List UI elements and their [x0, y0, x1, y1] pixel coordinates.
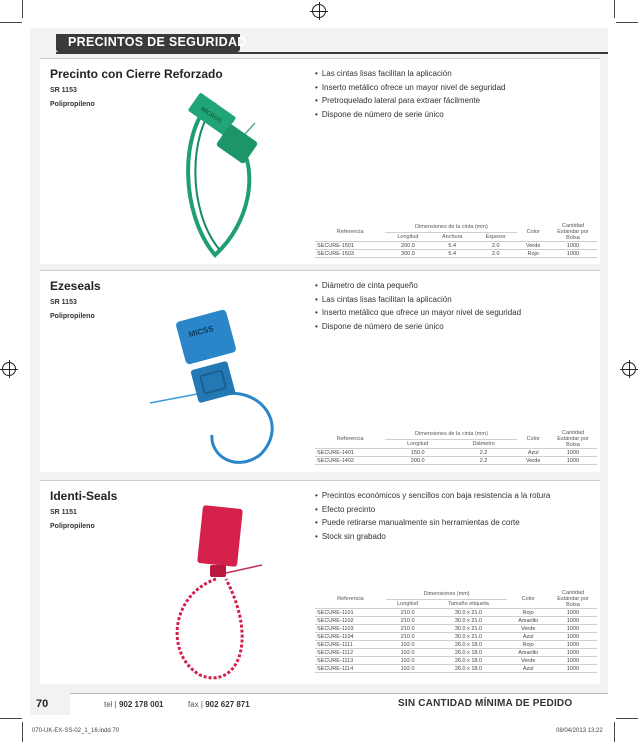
- product-code: SR 1151: [50, 509, 77, 516]
- cell-quantity: 1000: [549, 242, 597, 250]
- footer-tagline: SIN CANTIDAD MÍNIMA DE PEDIDO: [398, 698, 573, 709]
- table-row: [315, 449, 597, 457]
- phone-value: 902 178 001: [118, 700, 164, 709]
- cell-quantity: 1000: [549, 609, 597, 617]
- cell-quantity: 1000: [549, 657, 597, 665]
- cell-quantity: 1000: [549, 649, 597, 657]
- blue-seal-image: [140, 285, 290, 470]
- product-section-identi-seals: [40, 480, 600, 684]
- feature-item: • Dispone de número de serie único: [315, 108, 505, 122]
- phone-label: tel |: [104, 700, 117, 709]
- cell-length: 200.0: [385, 242, 430, 250]
- cell-quantity: 1000: [549, 457, 597, 465]
- cell-reference: SECURE-1101: [315, 609, 386, 617]
- product-code: SR 1153: [50, 299, 77, 306]
- cell-thickness: 2.0: [474, 242, 517, 250]
- col-header-reference: Referencia: [315, 590, 386, 609]
- cell-reference: SECURE-1111: [315, 641, 386, 649]
- product-material: Polipropileno: [50, 313, 95, 320]
- col-header-length: Longitud: [385, 232, 430, 241]
- feature-item: • Puede retirarse manualmente sin herramientas de corte: [315, 516, 550, 530]
- cell-length: 210.0: [386, 633, 430, 641]
- table-row: [315, 641, 597, 649]
- cell-reference: SECURE-1503: [315, 250, 385, 258]
- print-date: 08/04/2013 13:22: [556, 728, 603, 734]
- cell-reference: SECURE-1401: [315, 449, 385, 457]
- feature-item: • Dispone de número de serie único: [315, 320, 521, 334]
- cell-reference: SECURE-1112: [315, 649, 386, 657]
- cell-quantity: 1000: [549, 633, 597, 641]
- feature-item: • Las cintas lisas facilitan la aplicación: [315, 293, 521, 307]
- table-row: [315, 665, 597, 673]
- table-row: [315, 625, 597, 633]
- col-header-length: Longitud: [386, 599, 430, 608]
- feature-list: [315, 489, 550, 543]
- col-header-dimensions: Dimensiones de la cinta (mm): [385, 223, 517, 232]
- cell-length: 192.0: [386, 641, 430, 649]
- feature-list: [315, 279, 521, 333]
- spec-table: [315, 590, 597, 673]
- crop-mark: [616, 22, 638, 23]
- col-header-diameter: Diámetro: [450, 439, 518, 448]
- table-row: [315, 633, 597, 641]
- cell-color: Amarillo: [507, 649, 549, 657]
- cell-color: Rojo: [507, 641, 549, 649]
- cell-length: 300.0: [385, 250, 430, 258]
- crop-mark: [616, 718, 638, 719]
- cell-label-size: 30.0 x 21.0: [430, 617, 508, 625]
- cell-reference: SECURE-1501: [315, 242, 385, 250]
- col-header-reference: Referencia: [315, 430, 385, 449]
- cell-color: Amarillo: [507, 617, 549, 625]
- cell-quantity: 1000: [549, 625, 597, 633]
- crop-mark: [614, 722, 615, 742]
- table-row: [315, 609, 597, 617]
- cell-color: Azul: [507, 633, 549, 641]
- col-header-reference: Referencia: [315, 223, 385, 242]
- spec-table: [315, 223, 597, 258]
- col-header-quantity: Cantidad Estándar por Bolsa: [549, 223, 597, 242]
- cell-color: Verde: [517, 242, 549, 250]
- cell-label-size: 26.0 x 18.0: [430, 641, 508, 649]
- green-seal-image: [140, 73, 290, 258]
- product-section-ezeseals: [40, 270, 600, 472]
- cell-reference: SECURE-1114: [315, 665, 386, 673]
- table-row: [315, 657, 597, 665]
- table-row: [315, 457, 597, 465]
- red-seal-image: [140, 495, 290, 680]
- cell-quantity: 1000: [549, 617, 597, 625]
- cell-length: 192.0: [386, 649, 430, 657]
- cell-thickness: 2.0: [474, 250, 517, 258]
- product-title: Identi-Seals: [50, 489, 118, 503]
- crop-mark: [0, 718, 22, 719]
- table-row: [315, 617, 597, 625]
- cell-label-size: 26.0 x 18.0: [430, 649, 508, 657]
- page-title: PRECINTOS DE SEGURIDAD: [68, 35, 247, 49]
- cell-length: 210.0: [386, 609, 430, 617]
- cell-reference: SECURE-1104: [315, 633, 386, 641]
- feature-item: • Pretroquelado lateral para extraer fácilmente: [315, 94, 505, 108]
- product-code: SR 1153: [50, 87, 77, 94]
- cell-color: Verde: [507, 625, 549, 633]
- col-header-length: Longitud: [385, 439, 449, 448]
- col-header-dimensions: Dimensiones de la cinta (mm): [385, 430, 517, 439]
- col-header-quantity: Cantidad Estándar por Bolsa: [549, 430, 597, 449]
- cell-reference: SECURE-1113: [315, 657, 386, 665]
- feature-item: • Precintos económicos y sencillos con baja resistencia a la rotura: [315, 489, 550, 503]
- registration-mark-right: [622, 362, 636, 376]
- cell-quantity: 1000: [549, 665, 597, 673]
- cell-label-size: 26.0 x 18.0: [430, 657, 508, 665]
- cell-length: 210.0: [386, 625, 430, 633]
- col-header-color: Color: [507, 590, 549, 609]
- cell-width: 5.4: [430, 250, 474, 258]
- feature-item: • Las cintas lisas facilitan la aplicación: [315, 67, 505, 81]
- print-file-info: 070-UK-EX-SS-02_1_16.indd 70: [32, 728, 120, 734]
- cell-diameter: 2.2: [450, 449, 518, 457]
- cell-color: Azul: [517, 449, 549, 457]
- col-header-color: Color: [517, 223, 549, 242]
- footer-rule: [30, 693, 608, 694]
- crop-mark: [0, 22, 22, 23]
- col-header-dimensions: Dimensiones (mm): [386, 590, 508, 599]
- col-header-quantity: Cantidad Estándar por Bolsa: [549, 590, 597, 609]
- cell-length: 192.0: [386, 657, 430, 665]
- fax-label: fax |: [188, 700, 203, 709]
- header-rule: [56, 52, 608, 54]
- cell-quantity: 1000: [549, 449, 597, 457]
- product-title: Precinto con Cierre Reforzado: [50, 67, 223, 81]
- feature-item: • Diámetro de cinta pequeño: [315, 279, 521, 293]
- cell-length: 200.0: [385, 457, 449, 465]
- feature-list: [315, 67, 505, 121]
- cell-reference: SECURE-1402: [315, 457, 385, 465]
- cell-reference: SECURE-1103: [315, 625, 386, 633]
- cell-color: Rojo: [507, 609, 549, 617]
- col-header-label-size: Tamaño etiqueta: [430, 599, 508, 608]
- table-row: [315, 242, 597, 250]
- cell-length: 150.0: [385, 449, 449, 457]
- feature-item: • Stock sin grabado: [315, 530, 550, 544]
- crop-mark: [22, 0, 23, 18]
- page-number: 70: [36, 698, 49, 710]
- table-row: [315, 649, 597, 657]
- cell-reference: SECURE-1102: [315, 617, 386, 625]
- product-section-reinforced: [40, 58, 600, 264]
- cell-quantity: 1000: [549, 641, 597, 649]
- spec-table: [315, 430, 597, 465]
- cell-label-size: 30.0 x 21.0: [430, 625, 508, 633]
- cell-color: Azul: [507, 665, 549, 673]
- cell-label-size: 30.0 x 21.0: [430, 633, 508, 641]
- cell-length: 192.0: [386, 665, 430, 673]
- cell-length: 210.0: [386, 617, 430, 625]
- col-header-width: Anchura: [430, 232, 474, 241]
- cell-quantity: 1000: [549, 250, 597, 258]
- green-seal-label: MICROS: [199, 106, 223, 125]
- col-header-thickness: Espesor: [474, 232, 517, 241]
- footer-phone: [104, 700, 163, 709]
- registration-mark-top: [312, 4, 326, 18]
- cell-label-size: 26.0 x 18.0: [430, 665, 508, 673]
- footer-fax: [188, 700, 250, 709]
- crop-mark: [614, 0, 615, 18]
- col-header-color: Color: [517, 430, 549, 449]
- product-material: Polipropileno: [50, 523, 95, 530]
- fax-value: 902 627 871: [205, 700, 250, 709]
- cell-color: Verde: [517, 457, 549, 465]
- crop-mark: [22, 722, 23, 742]
- cell-color: Rojo: [517, 250, 549, 258]
- table-row: [315, 250, 597, 258]
- registration-mark-left: [2, 362, 16, 376]
- product-title: Ezeseals: [50, 279, 101, 293]
- feature-item: • Inserto metálico ofrece un mayor nivel de seguridad: [315, 81, 505, 95]
- blue-seal-label: MICSS: [187, 323, 215, 340]
- feature-item: • Inserto metálico que ofrece un mayor nivel de seguridad: [315, 306, 521, 320]
- cell-diameter: 2.2: [450, 457, 518, 465]
- cell-color: Verde: [507, 657, 549, 665]
- cell-width: 5.4: [430, 242, 474, 250]
- feature-item: • Efecto precinto: [315, 503, 550, 517]
- cell-label-size: 30.0 x 21.0: [430, 609, 508, 617]
- product-material: Polipropileno: [50, 101, 95, 108]
